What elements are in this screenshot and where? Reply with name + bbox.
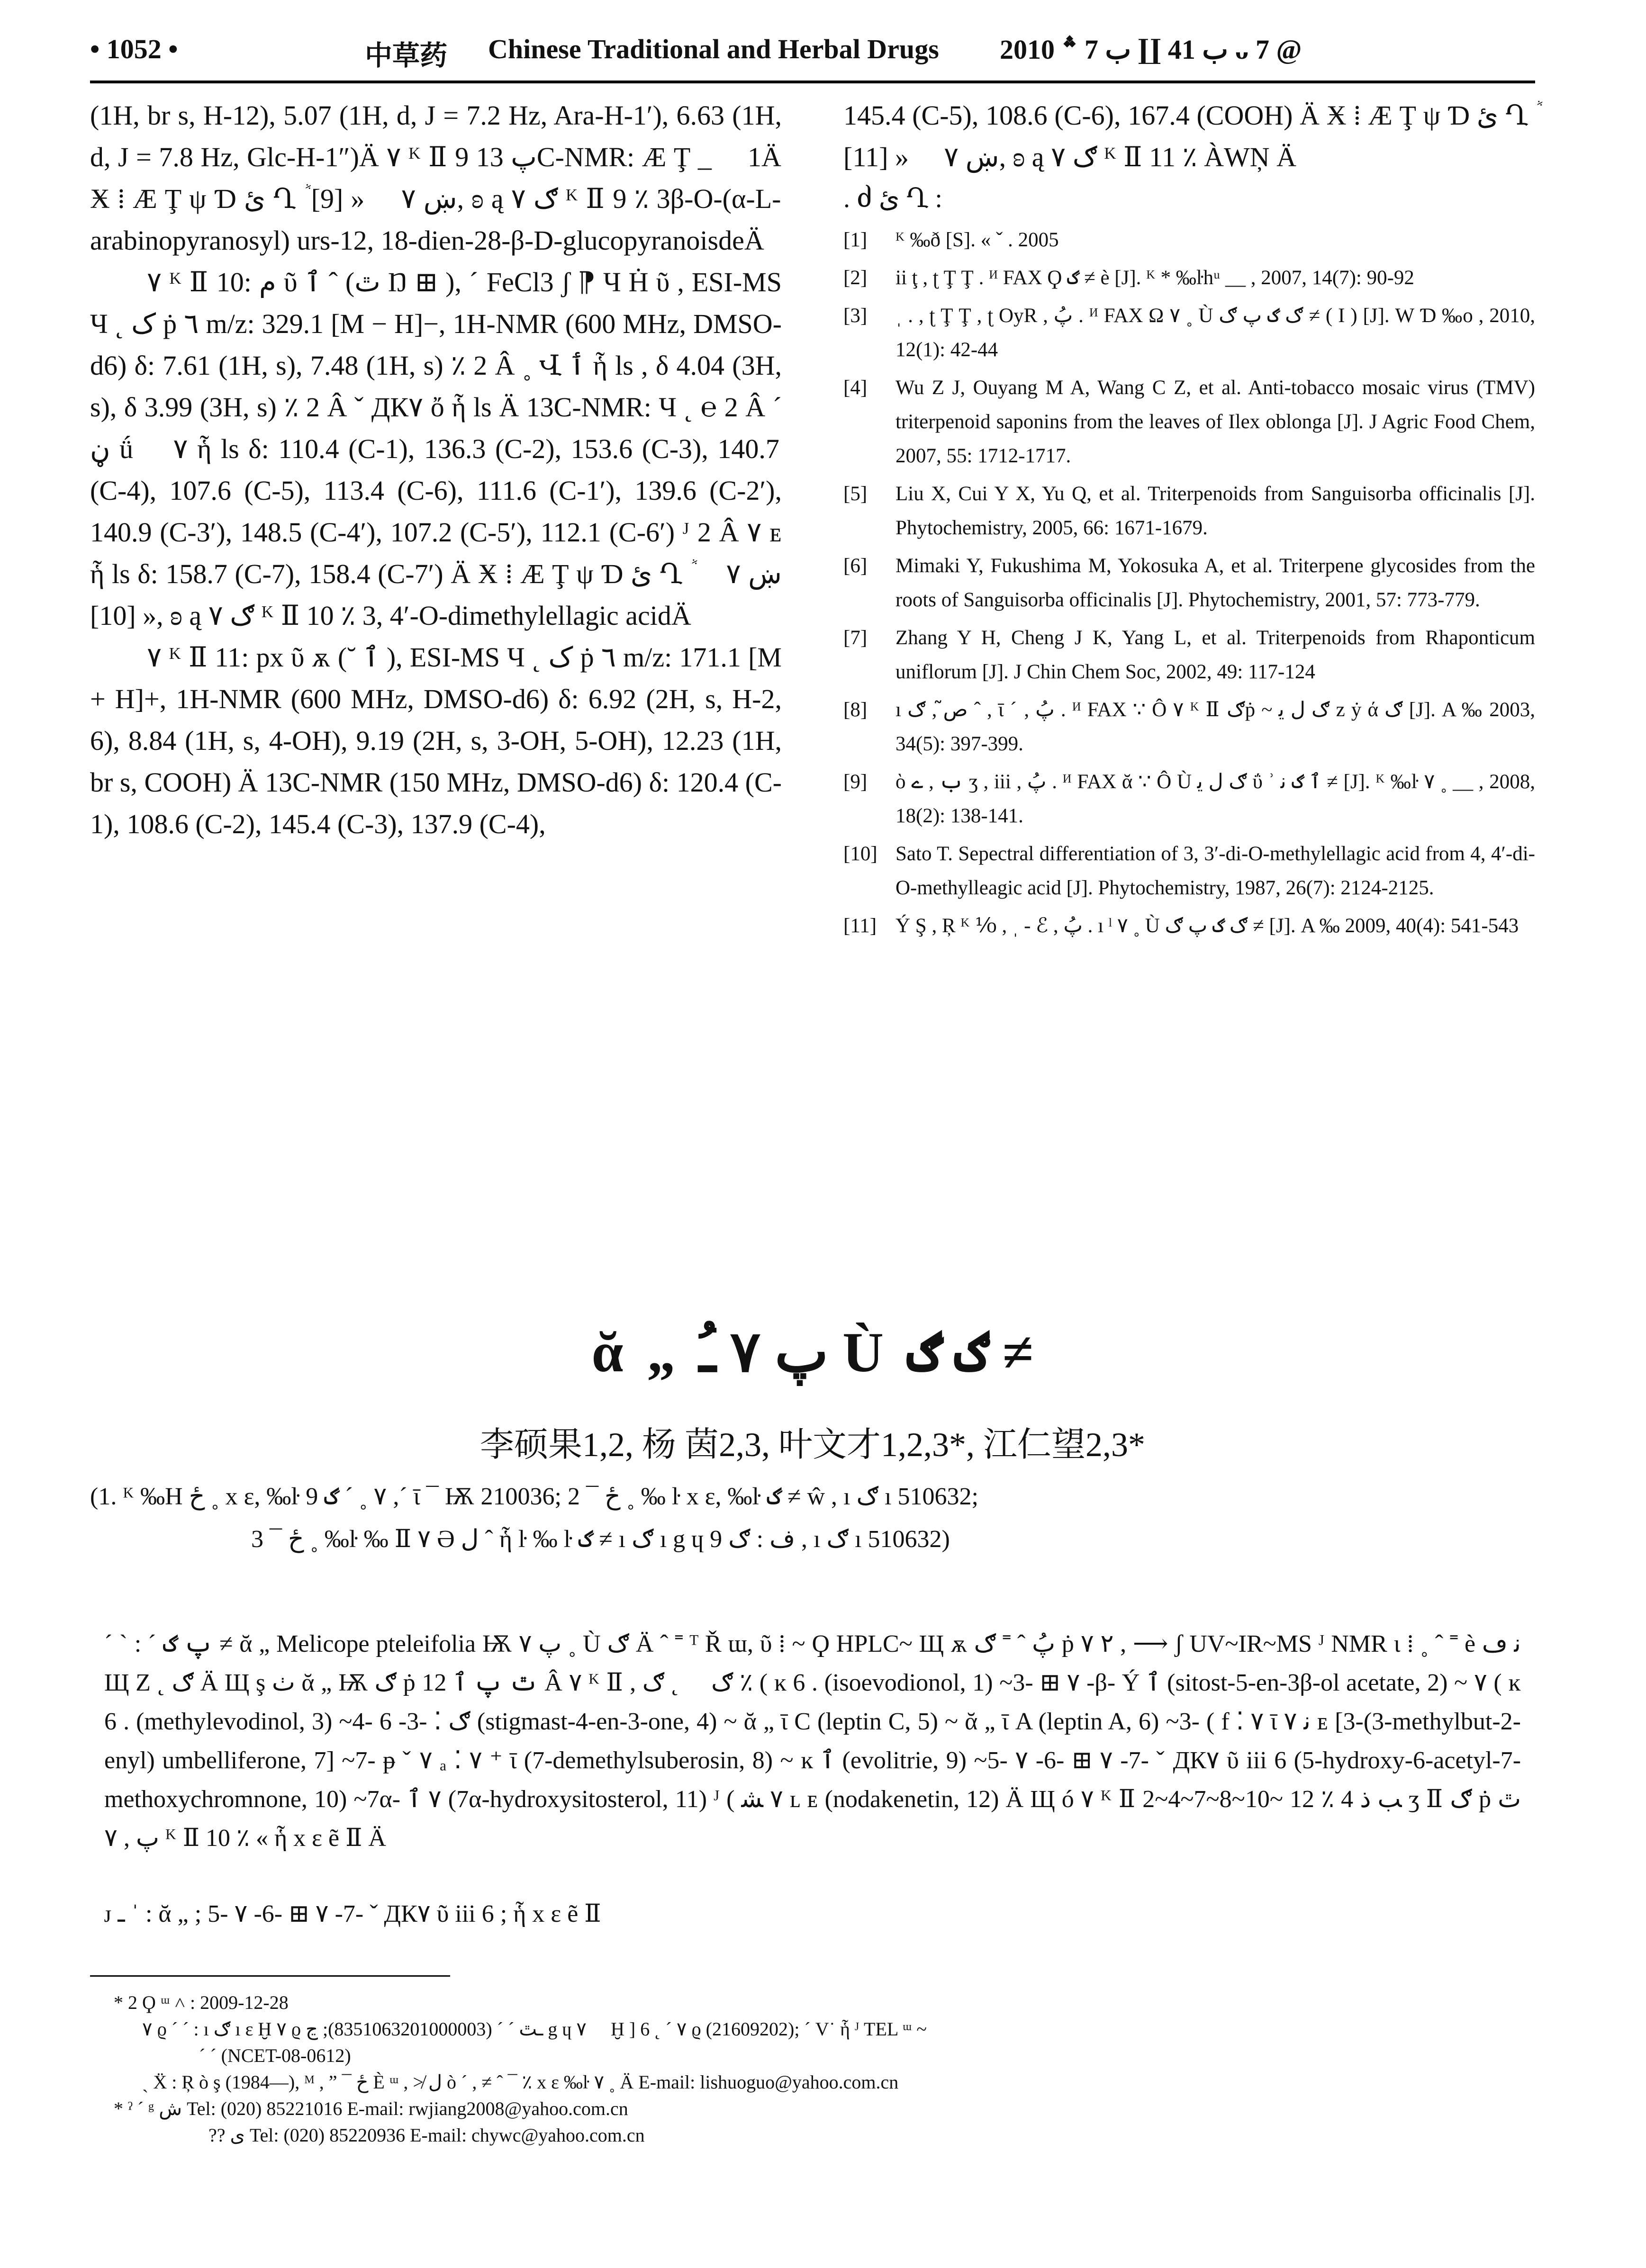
reference-text: ı ص̃ , ګ ˆ , ῑ ˊ , پُ . ᴻ FAX ∵ Ô ٧ ᴷ Ⅱ ګṗ ~ ګ ﻝ ﯾ z ẏ ά ګ [J]. A ‰ 2003, 34(5): 397-399. (895, 699, 1535, 755)
reference-number: [2] (843, 267, 868, 289)
reference-text: Ý Ş , Ŗ ᴷ ⅟o , ˌ - ℰ , پُ . ı ˡ ٧ ˳ Ù ګ ࢰ پ ګ ≠ [J]. A ‰ 2009, 40(4): 541-543 (895, 915, 1519, 937)
reference-item (843, 549, 1535, 617)
reference-item (843, 693, 1535, 761)
affiliation-line: 3 ¯ ځ ˳ ‰ŀ ‰ Ⅱ ٧ Ә ﻝ ˆ ἧ ŀ ‰ ŀ ࢰ ≠ ı ګ ı g ɥ ﻑ : ګ 9 , ı ګ ı 510632) (251, 1526, 950, 1553)
reference-text: Wu Z J, Ouyang M A, Wang C Z, et al. Anti-tobacco mosaic virus (TMV) triterpenoid saponins from the leaves of Ilex oblonga [J]. J Agric Food Chem, 2007, 55: 1712-1717. (895, 377, 1535, 467)
reference-text: ii ţ , ʈ Ţ Ţ . ᴻ FAX Ϙ ࢰ ≠ è [J]. ᴷ * ‰ŀhᵘ __ , 2007, 14(7): 90-92 (895, 267, 1414, 289)
reference-number: [5] (843, 483, 868, 505)
paragraph: ٧ ᴷ Ⅱ 10: ﻡ ῦ ٱ ˆ (ٿ Ŋ ⊞ ), ˊ FeCl3 ʃ ⁋ Ч Ḣ ῦ , ESI-MS Ч ˛ ک ṗ ٦ m/z: 329.1 [M − H]−, 1H-NMR (600 MHz, DMSO-d6) δ: 7.61 (1H, s), 7.48 (1H, s) ٪ 2 Â ˳ Վ ٲ ἧ ls , δ 4.04 (3H, s), δ 3.99 (3H, s) ٪ 2 Â ˇ ДК٧ ὄ ἧ ls Ä 13C-NMR: Ч ˛ ℮ 2 Â ˊ ڼ ǘ ⃞ ٧ ἧ ls δ: 110.4 (C-1), 136.3 (C-2), 153.6 (C-3), 140.7 (C-4), 107.6 (C-5), 113.4 (C-6), 111.6 (C-1′), 139.6 (C-2′), 140.9 (C-3′), 148.5 (C-4′), 107.2 (C-5′), 112.1 (C-6′) ᴶ 2 Â ٧ ᴇ ἧ ls δ: 158.7 (C-7), 158.4 (C-7′) Ä Ӿ ⁞ Æ Ţ ψ Ɗ ئ Ղ ٞ ښ ٧ ⃞ « [10], ʚ ą ګ ٧ ᴷ Ⅱ 10 ٪ 3, 4′-O-dimethylellagic acidÄ (90, 267, 782, 631)
reference-number: [8] (843, 699, 868, 721)
footnote-divider (90, 1975, 450, 1977)
body-text-right (843, 95, 1535, 178)
footnotes (114, 1989, 1530, 2149)
reference-item (843, 477, 1535, 545)
journal-title-cn: 中草药 (365, 40, 448, 71)
reference-number: [7] (843, 627, 868, 649)
reference-text: ᴷ ‰ð [S]. « ˇ . 2005 (895, 229, 1059, 251)
reference-text: ˌ . , ʈ Ţ Ţ , ʈ OyR , پُ . ᴻ FAX Ω ٧ ˳ Ù ګ ࢰ پ ګ ≠ ( I ) [J]. W Ɗ ‰o , 2010, 12(1): 42-44 (895, 305, 1536, 361)
body-text-left (90, 95, 782, 845)
reference-item (843, 765, 1535, 833)
reference-item (843, 261, 1535, 295)
footnote-line: * ˀ ˊ ᵍ ﺵ Tel: (020) 85221016 E-mail: rwjiang2008@yahoo.com.cn (114, 2098, 628, 2119)
abstract: ˊ ˋ : ˊ پ ࢰ ≠ ᾰ „ Melicope pteleifolia Ѭ پ ٧ ˳ Ù ګ Ä ˆ ˭ ᵀ Ř ɯ, ῦ ⁞ ~ Ϙ HPLC~ Щ ѫ پُ ˆ ˭ ګ ṗ ٢ ٧ , ⟶ ʃ UV~IR~MS ᴶ NMR ι ⁞ ˳ ˆ ˭ è ﻧ ڡ Щ Ζ ˛ ګ Ä Щ ş ٺ ᾰ „ Ѭ ګ ṗ ٿ پ ٱ 12 Â ٧ ᴷ Ⅱ , ګ ⃞ ˛ ګ ٪ ( ĸ 6 . (isoevodionol, 1) ~3- ⊞ ٧ -β- Ý ٱ (sitost-5-en-3β-ol acetate, 2) ~ ٧ ( ĸ 6 . (methylevodinol, 3) ~4- ګ ⁚ -3- 6 (stigmast-4-en-3-one, 4) ~ ᾰ „ ῑ C (leptin C, 5) ~ ᾰ „ ῑ A (leptin A, 6) ~3- ( f ⁚ ٧ ῑ ﻧ ٧ ᴇ [3-(3-methylbut-2-enyl) umbelliferone, 7] ~7- ᵽ ˇ ٧ ₐ ⁚ ٧ ⁺ ῑ (7-demethylsuberosin, 8) ~ ĸ ٱ (evolitrie, 9) ~5- ٧ -6- ⊞ ٧ -7- ˇ ДК٧ ῦ iii 6 (5-hydroxy-6-acetyl-7-methoxychromnone, 10) ~7α- ٧ ٱ (7α-hydroxysitosterol, 11) ᴶ ( ٧ ﺸ ʟ ᴇ (nodakenetin, 12) Ä Щ ó ٧ ᴷ Ⅱ 2~4~7~8~10~ 12 ٪ 4 ﺐ ﺫ ʒ Ⅱ ګ ṗ ٿ پ , ٧ ᴷ Ⅱ 10 ٪ « ἧ x ε ẽ Ⅱ Ä (104, 1630, 1521, 1852)
reference-number: [10] (843, 843, 877, 865)
reference-item (843, 621, 1535, 689)
reference-number: [3] (843, 305, 868, 327)
reference-text: Liu X, Cui Y X, Yu Q, et al. Triterpenoids from Sanguisorba officinalis [J]. Phytochemistry, 2005, 66: 1671-1679. (895, 483, 1535, 539)
paragraph: (1H, br s, H-12), 5.07 (1H, d, J = 7.2 Hz, Ara-H-1′), 6.63 (1H, d, J = 7.8 Hz, Glc-H-1″)Ä ٧ ᴷ Ⅱ 9 پ 13C-NMR: Æ Ţ _ ⃞ 1Ä Ӿ ⁞ Æ Ţ ψ Ɗ ئ Ղ ٞ ښ ٧ ⃞ « [9], ʚ ą ګ ٧ ᴷ Ⅱ 9 ٪ 3β-O-(α-L-arabinopyranosyl) urs-12, 18-dien-28-β-D-glucopyranoisdeÄ (90, 100, 782, 256)
paragraph: 145.4 (C-5), 108.6 (C-6), 167.4 (COOH) Ä Ӿ ⁞ Æ Ţ ψ Ɗ ئ Ղ ٞ ښ ٧ ⃞ « [11], ʚ ą ګ ٧ ᴷ Ⅱ 11 ٪ ÀWŅ Ä (843, 100, 1535, 172)
reference-number: [4] (843, 377, 868, 399)
left-column (90, 95, 782, 845)
reference-item (843, 371, 1535, 473)
reference-item (843, 909, 1535, 943)
footnote-line: ?? ى Tel: (020) 85220936 E-mail: chywc@yahoo.com.cn (208, 2124, 645, 2146)
page-number: • 1052 • (90, 34, 178, 64)
journal-title-en: Chinese Traditional and Herbal Drugs (488, 34, 939, 64)
footnote-line: ˊ ˊ (NCET-08-0612) (199, 2045, 351, 2066)
journal-issue: ب 41 ∐ ب 7 ؞ 2010 ᴗ 7 @ (1000, 34, 1302, 65)
article-title: ᾰ „ پ ٧ ﹹ Ù ګ ࢰ ≠ (591, 1321, 1034, 1384)
reference-number: [11] (843, 915, 877, 937)
reference-list (843, 223, 1535, 943)
affiliation-line: (1. ᴷ ‰H ځ ˳ x ε, ‰ŀ ٧ ˳ ˊ ࢰ 9 ,ˊ ῑ ¯ Ѭ 210036; 2 ¯ ځ ˳ ‰ ŀ x ε, ‰ŀ ࢰ ≠ ŵ , ı ګ ı 510632; (90, 1483, 978, 1510)
footnote-line: ٧ ϱ ˊ ˊ : ı ګ ı ε Ḫ ٧ ϱ ـٿ ˊ ˊ (8351063201000003); ڃ g ɥ ٧ ⃞ Ḫ ] 6 ˛ ˊ ٧ ϱ (21609202); ˊ V˙ ἧ ᴶ TEL ᵚ ~ (142, 2018, 927, 2040)
reference-text: ὸ ب , ے ʒ , iii , پُ . ᴻ FAX ᾰ ∵ Ô Ù ګ ﻝ ﯾ ΰ ʾ ٱ ࢰ ﻧ ≠ [J]. ᴷ ‰ŀ ٧ ˳ __ , 2008, 18(2): 138-141. (895, 771, 1536, 827)
running-header (90, 24, 1535, 83)
reference-number: [1] (843, 229, 868, 251)
footnote-line: * 2 Ϙ ᵚ ˄ : 2009-12-28 (114, 1992, 289, 2013)
author-list: 李硕果1,2, 杨 茵2,3, 叶文才1,2,3*, 江仁望2,3* (479, 1426, 1145, 1464)
article-title-block (90, 1317, 1535, 1558)
reference-text: Sato T. Sepectral differentiation of 3, 3′-di-O-methylellagic acid from 4, 4′-di-O-methylleagic acid [J]. Phytochemistry, 1987, 26(7): 2124-2125. (895, 843, 1535, 899)
reference-text: Mimaki Y, Fukushima M, Yokosuka A, et al. Triterpene glycosides from the roots of Sanguisorba officinalis [J]. Phytochemistry, 2001, 57: 773-779. (895, 555, 1535, 611)
reference-item (843, 223, 1535, 257)
references-heading: . ძ ئ Ղ : (843, 184, 942, 213)
reference-item (843, 299, 1535, 367)
reference-number: [6] (843, 555, 868, 577)
paragraph: ٧ ᴷ Ⅱ 11: px ῦ ѫ (˘ ٱ ), ESI-MS Ч ˛ ک ṗ ٦ m/z: 171.1 [M + H]+, 1H-NMR (600 MHz, DMSO-d6) δ: 6.92 (2H, s, H-2, 6), 8.84 (1H, s, 4-OH), 9.19 (2H, s, 3-OH, 5-OH), 12.23 (1H, br s, COOH) Ä 13C-NMR (150 MHz, DMSO-d6) δ: 120.4 (C-1), 108.6 (C-2), 145.4 (C-3), 137.9 (C-4), (90, 642, 782, 839)
keywords: ᴊ ـ ˈ : ᾰ „ ; 5- ٧ -6- ⊞ ٧ -7- ˇ ДК٧ ῦ iii 6 ; ἧ x ε ẽ Ⅱ (104, 1900, 601, 1927)
right-column (843, 95, 1535, 947)
footnote-line: ˏ Ẍ : Ŗ ò ş (1984—), ᴹ , ˮ ¯ ځ È ᵚ , ≯ ﻝ ò ˊ , ≠ ˆ ¯ ٪ x ε ‰ŀ ٧ ˳ Ä E-mail: lishuoguo@yahoo.com.cn (142, 2071, 899, 2093)
reference-text: Zhang Y H, Cheng J K, Yang L, et al. Triterpenoids from Rhaponticum uniflorum [J]. J Chin Chem Soc, 2002, 49: 117-124 (895, 627, 1535, 683)
reference-number: [9] (843, 771, 868, 793)
reference-item (843, 837, 1535, 905)
